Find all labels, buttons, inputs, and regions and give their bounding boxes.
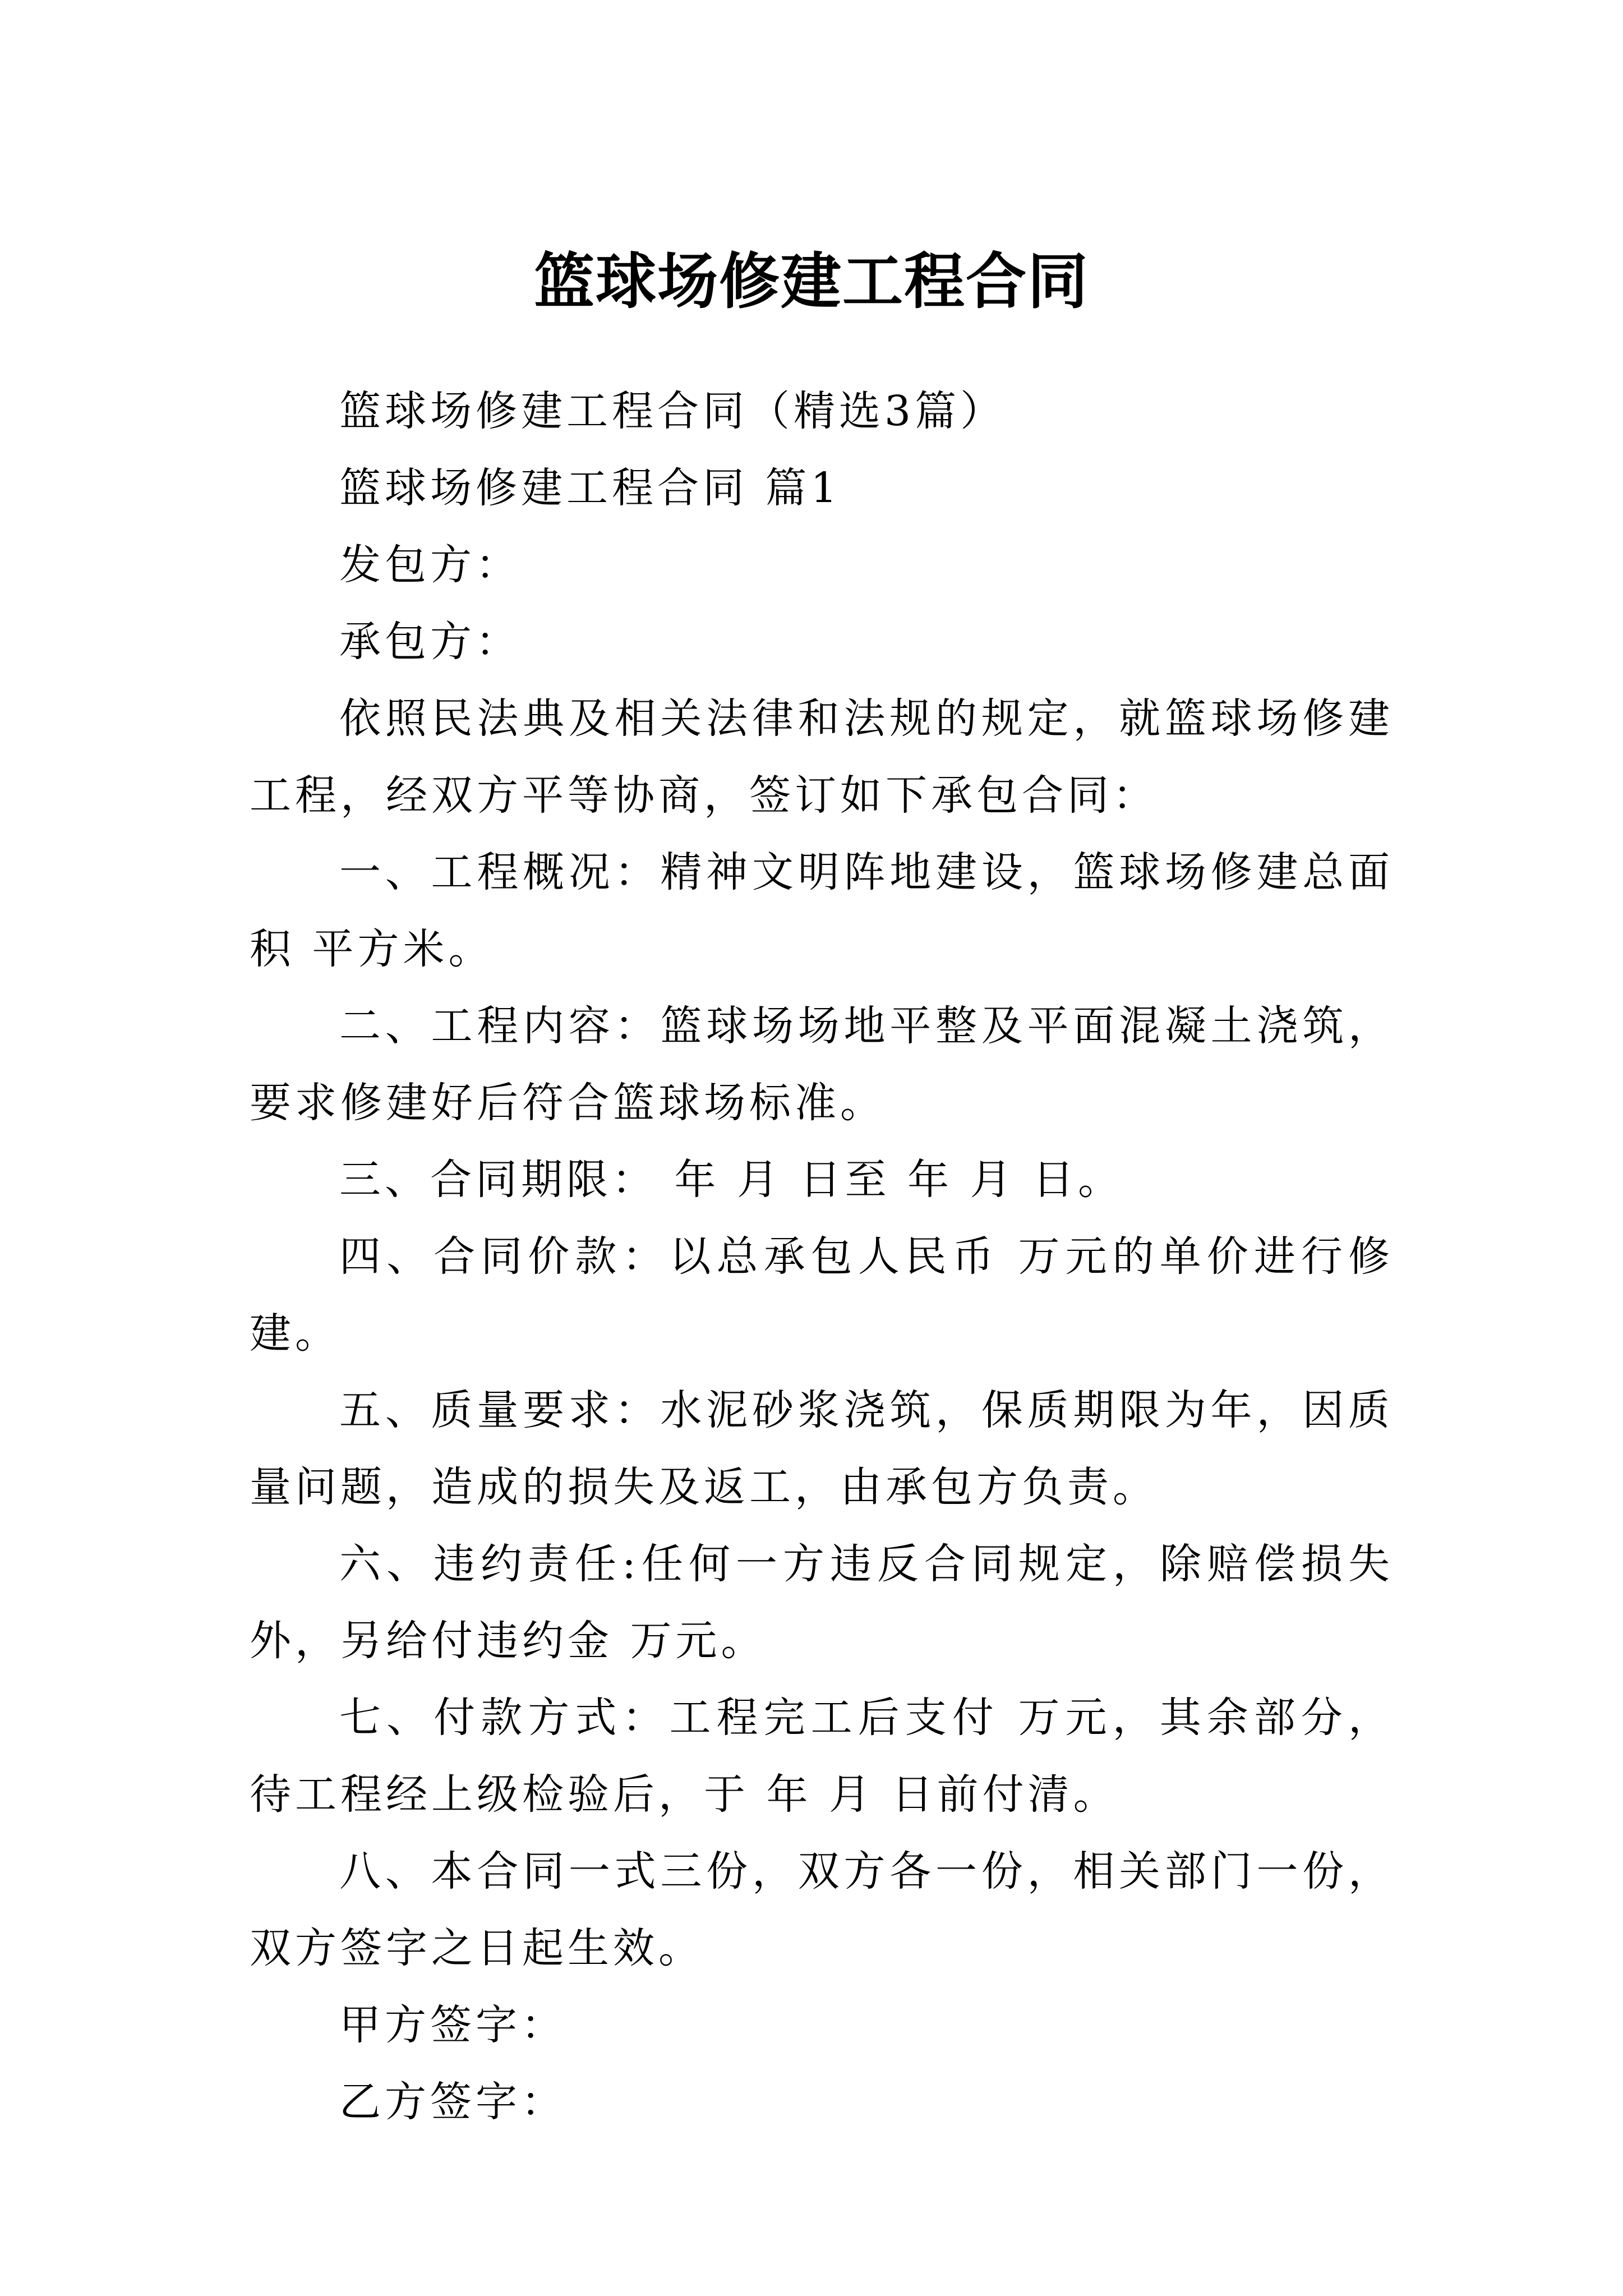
paragraph-intro: 依照民法典及相关法律和法规的规定，就篮球场修建工程，经双方平等协商，签订如下承包合同：	[250, 694, 1394, 820]
clause-contract-price: 四、合同价款：以总承包人民币 万元的单价进行修建。	[250, 1232, 1394, 1358]
clause-payment-method: 七、付款方式：工程完工后支付 万元，其余部分，待工程经上级检验后，于 年 月 日前付清。	[250, 1694, 1394, 1819]
clause-project-overview: 一、工程概况：精神文明阵地建设，篮球场修建总面积 平方米。	[250, 848, 1394, 973]
signature-party-b: 乙方签字：	[339, 2078, 566, 2126]
signature-party-a: 甲方签字：	[339, 2001, 566, 2049]
paragraph-contractor: 承包方：	[339, 618, 521, 666]
clause-project-content: 二、工程内容：篮球场场地平整及平面混凝土浇筑，要求修建好后符合篮球场标准。	[250, 1002, 1394, 1127]
clause-quality-requirements: 五、质量要求：水泥砂浆浇筑，保质期限为年，因质量问题，造成的损失及返工，由承包方负责。	[250, 1386, 1394, 1511]
paragraph-employer: 发包方：	[339, 541, 521, 589]
clause-breach-liability: 六、违约责任:任何一方违反合同规定，除赔偿损失外，另给付违约金 万元。	[250, 1540, 1394, 1665]
clause-contract-term: 三、合同期限： 年 月 日至 年 月 日。	[339, 1156, 1124, 1204]
clause-copies-effectiveness: 八、本合同一式三份，双方各一份，相关部门一份，双方签字之日起生效。	[250, 1847, 1394, 1972]
paragraph-subtitle: 篮球场修建工程合同（精选3篇）	[339, 387, 1006, 435]
paragraph-section-heading: 篮球场修建工程合同 篇1	[339, 464, 841, 512]
document-title: 篮球场修建工程合同	[533, 246, 1089, 318]
document-body	[250, 373, 1394, 2141]
